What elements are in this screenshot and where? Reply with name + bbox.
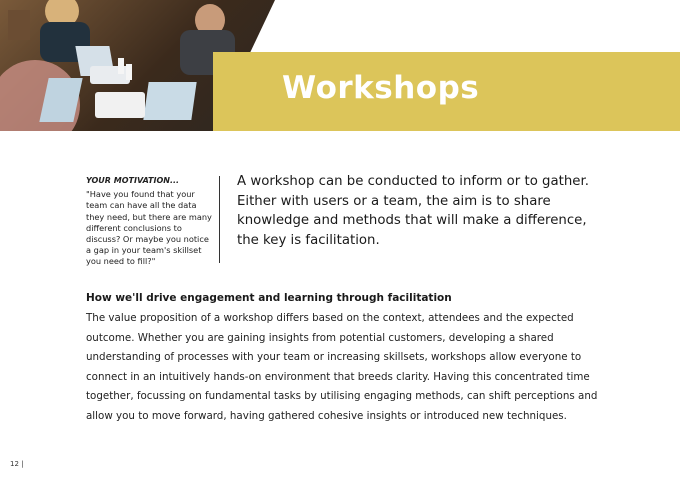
section-heading: How we'll drive engagement and learning through facilitation (86, 292, 452, 304)
motivation-heading: YOUR MOTIVATION... (86, 176, 180, 185)
intro-paragraph: A workshop can be conducted to inform or to gather. Either with users or a team, the aim is to share knowledge and methods that will make a difference, the key is facilitation. (237, 174, 589, 248)
page-title: Workshops (282, 70, 480, 106)
divider (219, 176, 220, 263)
motivation-sidebar (86, 175, 212, 268)
motivation-quote: "Have you found that your team can have all the data they need, but there are many different conclusions to discuss? Or maybe you notice a gap in your team's skillset you need to fill?" (86, 189, 212, 267)
page-number: 12 | (10, 460, 24, 468)
body-paragraph: The value proposition of a workshop differs based on the context, attendees and the expected outcome. Whether you are gaining insights from potential customers, developing a shared understanding of processes with your team or increasing skillsets, workshops allow everyone to connect in an intuitively hands-on environment that breeds clarity. Having this concentrated time together, focussing on fundamental tasks by utilising engaging methods, can shift perceptions and allow you to move forward, having gathered cohesive insights or introduced new techniques. (86, 312, 598, 422)
